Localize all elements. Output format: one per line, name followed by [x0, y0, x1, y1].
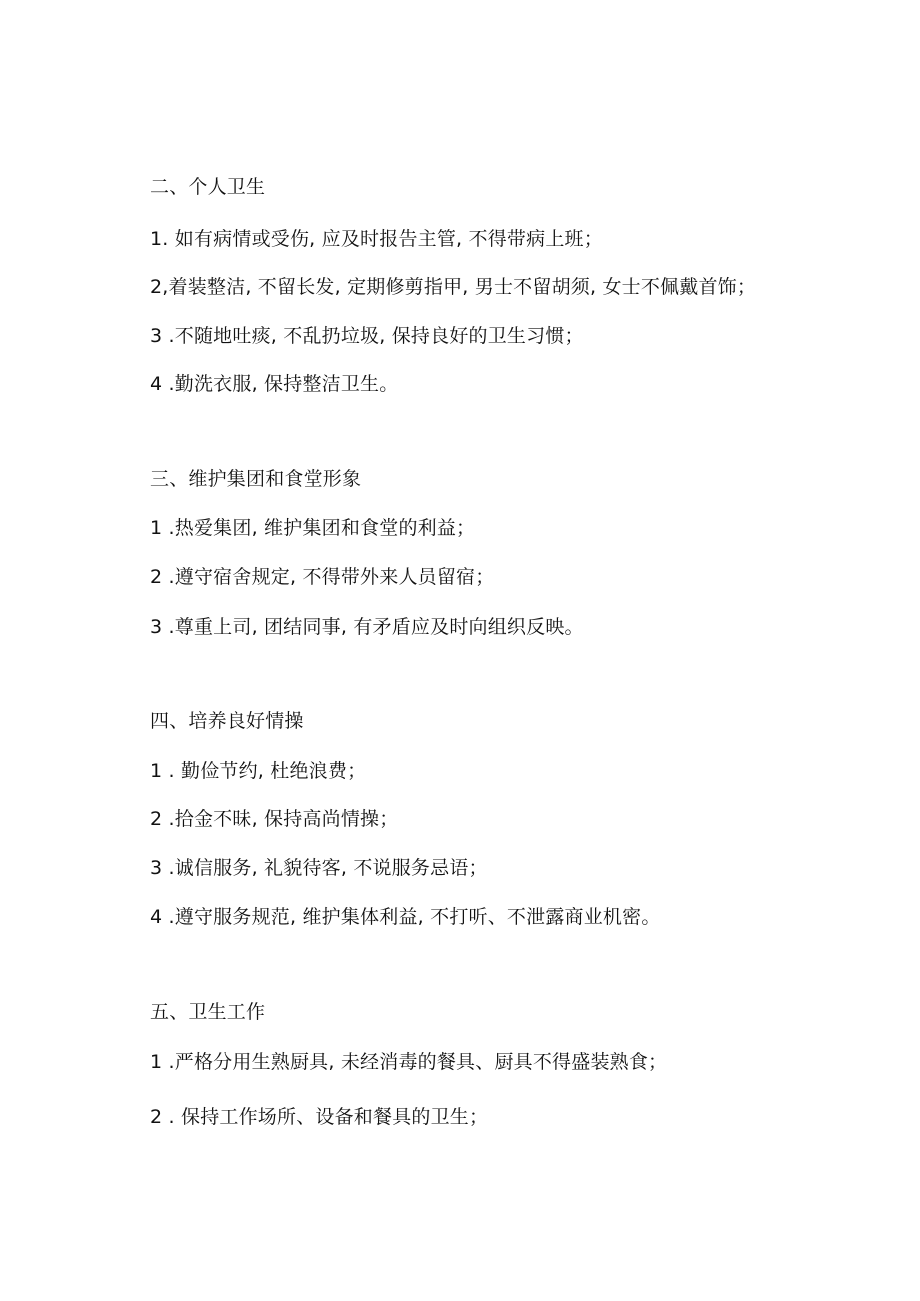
list-item: 3 .诚信服务, 礼貌待客, 不说服务忌语；: [150, 857, 488, 879]
section-heading: 三、维护集团和食堂形象: [150, 468, 362, 490]
list-item: 4 .遵守服务规范, 维护集体利益, 不打听、不泄露商业机密。: [150, 906, 661, 928]
list-item: 2 . 保持工作场所、设备和餐具的卫生；: [150, 1106, 489, 1128]
list-item: 1 .严格分用生熟厨具, 未经消毒的餐具、厨具不得盛装熟食；: [150, 1051, 668, 1073]
list-item: 2 .遵守宿舍规定, 不得带外来人员留宿；: [150, 566, 495, 588]
list-item: 3 .不随地吐痰, 不乱扔垃圾, 保持良好的卫生习惯；: [150, 325, 584, 347]
section-heading: 二、个人卫生: [150, 176, 266, 198]
list-item: 1. 如有病情或受伤, 应及时报告主管, 不得带病上班；: [150, 228, 603, 250]
list-item: 4 .勤洗衣服, 保持整洁卫生。: [150, 373, 399, 395]
list-item: 2 .拾金不昧, 保持高尚情操；: [150, 808, 399, 830]
section-heading: 四、培养良好情操: [150, 710, 304, 732]
list-item: 2,着装整洁, 不留长发, 定期修剪指甲, 男士不留胡须, 女士不佩戴首饰；: [150, 276, 757, 298]
section-heading: 五、卫生工作: [150, 1001, 266, 1023]
list-item: 1 .热爱集团, 维护集团和食堂的利益；: [150, 517, 476, 539]
list-item: 3 .尊重上司, 团结同事, 有矛盾应及时向组织反映。: [150, 616, 584, 638]
list-item: 1 . 勤俭节约, 杜绝浪费；: [150, 760, 367, 782]
